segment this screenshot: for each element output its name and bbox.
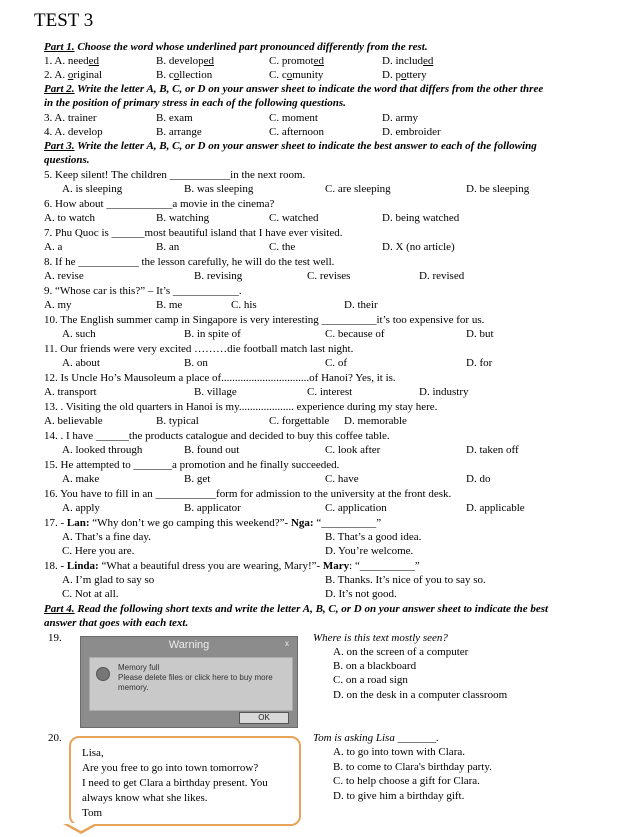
q6-option-b: B. watching: [156, 212, 210, 224]
part1-text: Choose the word whose underlined part pronounced differently from the rest.: [74, 41, 428, 53]
q20-option-a: A. to go into town with Clara.: [333, 746, 465, 758]
q9-option-a: A. my: [44, 299, 72, 311]
q17-stem: 17. - Lan: “Why don’t we go camping this weekend?”- Nga: “__________”: [44, 517, 382, 529]
q2-option-c: C. comunity: [269, 69, 324, 81]
q3-option-a: 3. A. trainer: [44, 112, 97, 124]
q5-option-d: D. be sleeping: [466, 183, 530, 195]
q6-option-a: A. to watch: [44, 212, 96, 224]
warning-dialog-image: [80, 636, 298, 728]
q7-option-c: C. the: [269, 241, 296, 253]
q11-option-b: B. on: [184, 357, 208, 369]
part4-label: Part 4.: [44, 603, 75, 615]
q5-option-a: A. is sleeping: [62, 183, 123, 195]
q19-option-b: B. on a blackboard: [333, 660, 417, 672]
q18-speaker-linda: Linda:: [66, 560, 99, 572]
q6-option-d: D. being watched: [382, 212, 460, 224]
q17-option-b: B. That’s a good idea.: [325, 531, 422, 543]
q9-stem: 9. “Whose car is this?” – It’s ____________.: [44, 285, 242, 297]
q12-option-c: C. interest: [307, 386, 353, 398]
q8-option-a: A. revise: [44, 270, 84, 282]
part1-instruction: [44, 40, 616, 54]
q3-option-c: C. moment: [269, 112, 318, 124]
q20-question: Tom is asking Lisa _______.: [313, 732, 439, 744]
q14-option-a: A. looked through: [62, 444, 143, 456]
q14-stem: 14. . I have ______the products catalogue and decided to buy this coffee table.: [44, 430, 390, 442]
part1-label: Part 1.: [44, 41, 75, 53]
q1-option-d: D. included: [382, 55, 434, 67]
warning-ok-button: OK: [239, 712, 289, 724]
warning-dialog-message: Memory full Please delete files or click here to buy more memory.: [118, 663, 273, 692]
part4-instruction: Part 4. Read the following short texts and write the letter A, B, C, or D on your answer sheet to indicate the best: [44, 603, 549, 615]
q1-option-c: C. promoted: [269, 55, 325, 67]
q9-option-b: B. me: [156, 299, 183, 311]
q19-number: 19.: [48, 632, 62, 644]
q8-stem: 8. If he ___________ the lesson carefully, he will do the test well.: [44, 256, 335, 268]
part2-label: Part 2.: [44, 83, 75, 95]
q13-option-c: C. forgettable: [269, 415, 330, 427]
q19-option-c: C. on a road sign: [333, 674, 408, 686]
q2-option-d: D. pottery: [382, 69, 427, 81]
part2-instruction-cont: in the position of primary stress in each of the following questions.: [44, 97, 346, 109]
q11-stem: 11. Our friends were very excited ………die football match last night.: [44, 343, 354, 355]
q6-option-c: C. watched: [269, 212, 319, 224]
part3-instruction: Part 3. Write the letter A, B, C, or D on your answer sheet to indicate the best answer to each of the following: [44, 140, 537, 152]
q12-option-b: B. village: [194, 386, 237, 398]
q18-option-c: C. Not at all.: [62, 588, 119, 600]
q17-option-d: D. You’re welcome.: [325, 545, 414, 557]
part3-label: Part 3.: [44, 140, 75, 152]
note-line: always know what she likes.: [82, 792, 208, 804]
q4-option-d: D. embroider: [382, 126, 441, 138]
q19-option-d: D. on the desk in a computer classroom: [333, 689, 508, 701]
q7-option-a: A. a: [44, 241, 63, 253]
q17-speaker-lan: Lan:: [66, 517, 90, 529]
q13-stem: 13. . Visiting the old quarters in Hanoi is my.................... experience during my stay here.: [44, 401, 438, 413]
q20-option-b: B. to come to Clara's birthday party.: [333, 761, 492, 773]
q18-option-b: B. Thanks. It’s nice of you to say so.: [325, 574, 486, 586]
test-title: TEST 3: [34, 10, 94, 31]
note-bubble: [69, 736, 301, 826]
error-icon: [96, 667, 110, 681]
q16-option-c: C. application: [325, 502, 387, 514]
q6-stem: 6. How about ____________a movie in the cinema?: [44, 198, 275, 210]
q1-option-b: B. developed: [156, 55, 215, 67]
q15-option-b: B. get: [184, 473, 211, 485]
q11-option-a: A. about: [62, 357, 100, 369]
q5-stem: 5. Keep silent! The children ___________in the next room.: [44, 169, 306, 181]
q4-option-c: C. afternoon: [269, 126, 324, 138]
q8-option-d: D. revised: [419, 270, 465, 282]
warning-dialog-title: Warning: [168, 639, 210, 651]
q18-speaker-mary: Mary: [322, 560, 350, 572]
q13-option-b: B. typical: [156, 415, 199, 427]
q10-option-c: C. because of: [325, 328, 385, 340]
q16-stem: 16. You have to fill in an ___________form for admission to the university at the front desk.: [44, 488, 452, 500]
q2-option-b: B. collection: [156, 69, 213, 81]
q2-option-a: 2. A. original: [44, 69, 103, 81]
q18-option-a: A. I’m glad to say so: [62, 574, 155, 586]
q20-option-c: C. to help choose a gift for Clara.: [333, 775, 480, 787]
q15-option-d: D. do: [466, 473, 491, 485]
part4-instruction-cont: answer that goes with each text.: [44, 617, 189, 629]
q10-option-d: D. but: [466, 328, 494, 340]
note-line: I need to get Clara a birthday present. You: [82, 777, 268, 789]
q15-option-a: A. make: [62, 473, 100, 485]
q9-option-d: D. their: [344, 299, 378, 311]
q18-option-d: D. It’s not good.: [325, 588, 397, 600]
q13-option-a: A. believable: [44, 415, 103, 427]
warning-dialog-body: [89, 657, 293, 711]
q17-option-c: C. Here you are.: [62, 545, 135, 557]
q16-option-a: A. apply: [62, 502, 100, 514]
q17-option-a: A. That’s a fine day.: [62, 531, 151, 543]
q19-option-a: A. on the screen of a computer: [333, 646, 469, 658]
q15-stem: 15. He attempted to _______a promotion and he finally succeeded.: [44, 459, 340, 471]
q1-option-a: 1. A. needed: [44, 55, 99, 67]
q5-option-b: B. was sleeping: [184, 183, 254, 195]
q17-speaker-nga: Nga:: [290, 517, 314, 529]
q10-option-b: B. in spite of: [184, 328, 241, 340]
q12-option-d: D. industry: [419, 386, 469, 398]
q20-option-d: D. to give him a birthday gift.: [333, 790, 465, 802]
q14-option-b: B. found out: [184, 444, 240, 456]
q15-option-c: C. have: [325, 473, 359, 485]
q12-stem: 12. Is Uncle Ho’s Mausoleum a place of................................of Hanoi? Yes, it is.: [44, 372, 396, 384]
note-line: Are you free to go into town tomorrow?: [82, 762, 259, 774]
q18-stem: 18. - Linda: “What a beautiful dress you are wearing, Mary!”- Mary: “__________”: [44, 560, 420, 572]
q16-option-b: B. applicator: [184, 502, 241, 514]
note-signature: Tom: [82, 807, 103, 819]
q10-option-a: A. such: [62, 328, 96, 340]
q12-option-a: A. transport: [44, 386, 97, 398]
q8-option-b: B. revising: [194, 270, 243, 282]
q20-number: 20.: [48, 732, 62, 744]
part2-instruction: Part 2. Write the letter A, B, C, or D on your answer sheet to indicate the word that differs from the other three: [44, 83, 544, 95]
q14-option-c: C. look after: [325, 444, 381, 456]
q3-option-b: B. exam: [156, 112, 193, 124]
q4-option-b: B. arrange: [156, 126, 202, 138]
q10-stem: 10. The English summer camp in Singapore is very interesting __________it’s too expensive for us.: [44, 314, 485, 326]
q11-option-c: C. of: [325, 357, 347, 369]
q13-option-d: D. memorable: [344, 415, 407, 427]
note-greeting: Lisa,: [82, 747, 104, 759]
q7-stem: 7. Phu Quoc is ______most beautiful island that I have ever visited.: [44, 227, 343, 239]
q7-option-d: D. X (no article): [382, 241, 455, 253]
q8-option-c: C. revises: [307, 270, 351, 282]
q7-option-b: B. an: [156, 241, 180, 253]
q16-option-d: D. applicable: [466, 502, 525, 514]
close-icon: x: [285, 639, 289, 648]
q9-option-c: C. his: [231, 299, 257, 311]
q5-option-c: C. are sleeping: [325, 183, 391, 195]
q11-option-d: D. for: [466, 357, 493, 369]
q4-option-a: 4. A. develop: [44, 126, 103, 138]
q19-question: Where is this text mostly seen?: [313, 632, 448, 644]
part3-instruction-cont: questions.: [44, 154, 90, 166]
q14-option-d: D. taken off: [466, 444, 519, 456]
q3-option-d: D. army: [382, 112, 419, 124]
